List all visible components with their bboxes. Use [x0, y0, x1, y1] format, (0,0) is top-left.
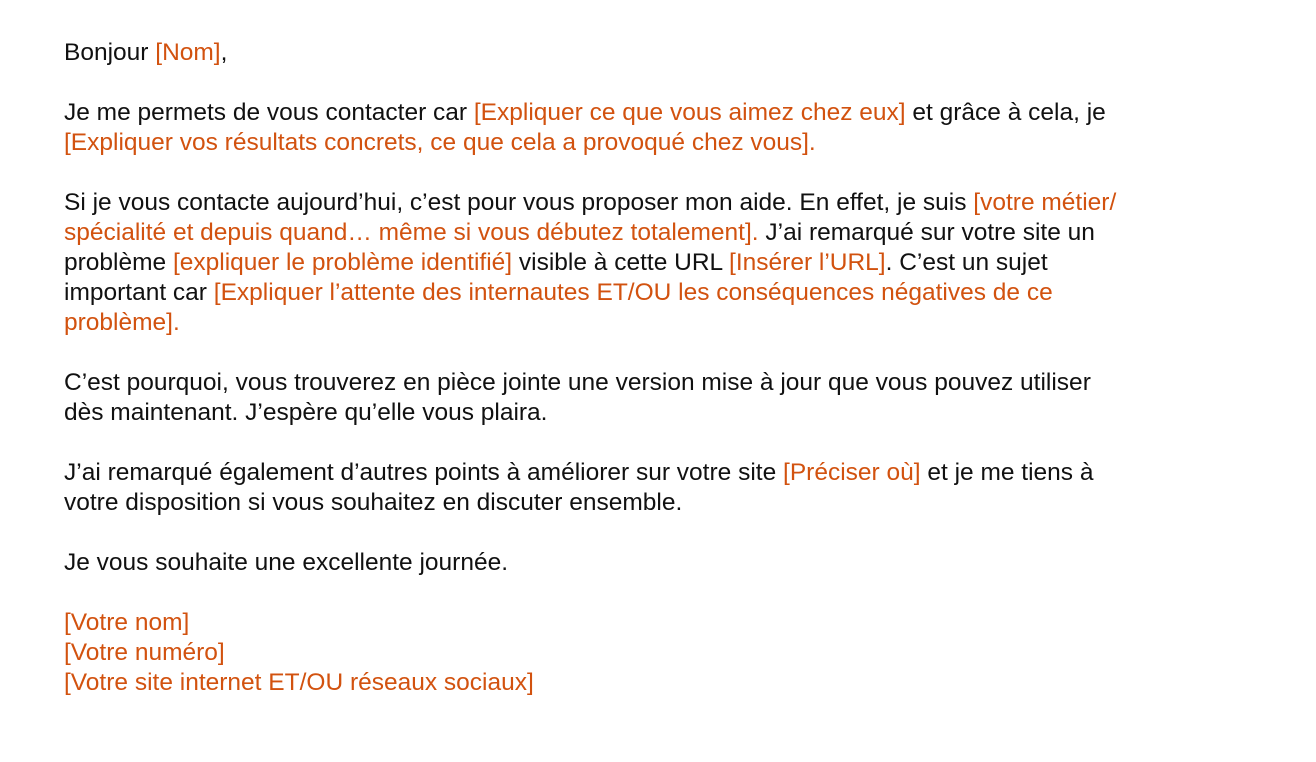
greeting-line [64, 38, 1264, 68]
placeholder-url: [Insérer l’URL] [729, 249, 886, 276]
paragraph-offer [64, 188, 1264, 338]
placeholder-your-name: [Votre nom] [64, 609, 190, 636]
placeholder-your-site: [Votre site internet ET/OU réseaux sociaux] [64, 669, 534, 696]
offer-text: Si je vous contacte aujourd’hui, c’est pour vous proposer mon aide. En effet, je suis [64, 189, 974, 216]
attachment-text-2: dès maintenant. J’espère qu’elle vous plaira. [64, 399, 548, 426]
placeholder-consequences-part2: problème]. [64, 309, 180, 336]
other-points-text: J’ai remarqué également d’autres points à améliorer sur votre site [64, 459, 784, 486]
placeholder-where: [Préciser où] [783, 459, 921, 486]
intro-text: Je me permets de vous contacter car [64, 99, 474, 126]
paragraph-intro [64, 98, 1264, 158]
greeting-text: Bonjour [64, 39, 156, 66]
placeholder-name: [Nom] [155, 39, 221, 66]
email-template-document [64, 38, 1264, 728]
greeting-punctuation: , [220, 39, 228, 66]
paragraph-attachment [64, 368, 1264, 428]
placeholder-your-number: [Votre numéro] [64, 639, 225, 666]
offer-text-6: important car [64, 279, 214, 306]
intro-text-2: et grâce à cela, je [905, 99, 1106, 126]
other-points-text-2: et je me tiens à [920, 459, 1094, 486]
placeholder-what-you-like: [Expliquer ce que vous aimez chez eux] [473, 99, 906, 126]
other-points-text-3: votre disposition si vous souhaitez en discuter ensemble. [64, 489, 683, 516]
placeholder-job-part2: spécialité et depuis quand… même si vous débutez totalement]. [64, 219, 759, 246]
offer-text-3: problème [64, 249, 173, 276]
closing-line: Je vous souhaite une excellente journée. [64, 549, 509, 576]
placeholder-results: [Expliquer vos résultats concrets, ce que cela a provoqué chez vous]. [64, 129, 816, 156]
placeholder-consequences-part1: [Expliquer l’attente des internautes ET/OU les conséquences négatives de ce [213, 279, 1053, 306]
paragraph-other-points [64, 458, 1264, 518]
offer-text-4: visible à cette URL [512, 249, 730, 276]
placeholder-job-part1: [votre métier/ [973, 189, 1117, 216]
offer-text-2: J’ai remarqué sur votre site un [758, 219, 1095, 246]
attachment-text: C’est pourquoi, vous trouverez en pièce jointe une version mise à jour que vous pouvez utiliser [64, 369, 1091, 396]
signature-block [64, 608, 1264, 698]
placeholder-problem: [expliquer le problème identifié] [172, 249, 513, 276]
offer-text-5: . C’est un sujet [885, 249, 1048, 276]
